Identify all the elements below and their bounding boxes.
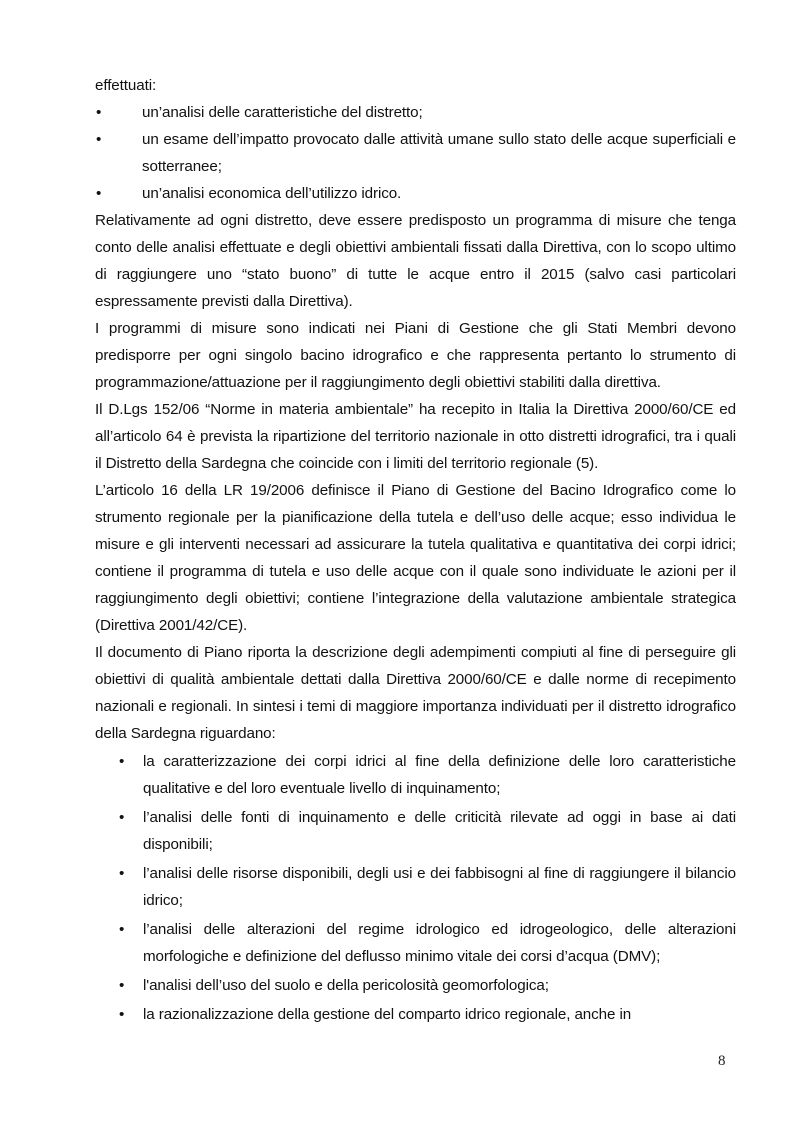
list-item-text: la razionalizzazione della gestione del comparto idrico regionale, anche in — [143, 1006, 632, 1023]
list-item-text: la caratterizzazione dei corpi idrici al fine della definizione delle loro caratteristiche qualitative e del loro eventuale livello di inquinamento; — [143, 753, 736, 797]
paragraph-dlgs-152: Il D.Lgs 152/06 “Norme in materia ambientale” ha recepito in Italia la Direttiva 2000/60/CE ed all’articolo 64 è prevista la ripartizione del territorio nazionale in otto distretti idrografici, tra i quali il Distretto della Sardegna che coincide con i limiti del territorio regionale (5). — [95, 401, 736, 472]
list-item — [95, 180, 736, 207]
paragraph-plan-document: Il documento di Piano riporta la descrizione degli adempimenti compiuti al fine di perseguire gli obiettivi di qualità ambientale dettati dalla Direttiva 2000/60/CE e dalle norme di recepimento nazionali e regionali. In sintesi i temi di maggiore importanza individuati per il distretto idrografico della Sardegna riguardano: — [95, 644, 736, 742]
list-item — [95, 916, 736, 970]
bullet-icon: • — [119, 977, 125, 994]
page-number: 8 — [718, 1053, 726, 1069]
list-item-text: l'analisi dell’uso del suolo e della pericolosità geomorfologica; — [143, 977, 549, 994]
paragraph-management-plans: I programmi di misure sono indicati nei Piani di Gestione che gli Stati Membri devono predisporre per ogni singolo bacino idrografico e che rappresenta pertanto lo strumento di programmazione/attuazione per il raggiungimento degli obiettivi stabiliti dalla direttiva. — [95, 320, 736, 391]
document-body — [95, 72, 736, 1030]
list-item-text: un’analisi economica dell’utilizzo idrico. — [142, 185, 402, 202]
list-item-text: l’analisi delle alterazioni del regime idrologico ed idrogeologico, delle alterazioni morfologiche e definizione del deflusso minimo vitale dei corsi d’acqua (DMV); — [143, 921, 736, 965]
list-item — [95, 860, 736, 914]
bullet-icon: • — [119, 865, 125, 882]
intro-line: effettuati: — [95, 77, 157, 94]
analysis-list — [95, 99, 736, 207]
bullet-icon: • — [96, 185, 102, 202]
bullet-icon: • — [96, 104, 102, 121]
bullet-icon: • — [119, 809, 125, 826]
list-item-text: l’analisi delle fonti di inquinamento e delle criticità rilevate ad oggi in base ai dati disponibili; — [143, 809, 736, 853]
list-item — [95, 126, 736, 180]
list-item — [95, 972, 736, 999]
paragraph-lr-19-2006: L’articolo 16 della LR 19/2006 definisce il Piano di Gestione del Bacino Idrografico come lo strumento regionale per la pianificazione della tutela e dell’uso delle acque; esso individua le misure e gli interventi necessari ad assicurare la tutela qualitativa e quantitativa dei corpi idrici; contiene il programma di tutela e uso delle acque con il quale sono individuate le azioni per il raggiungimento degli obiettivi; contiene l’integrazione della valutazione ambientale strategica (Direttiva 2001/42/CE). — [95, 482, 736, 634]
themes-list — [95, 748, 736, 1028]
list-item-text: un’analisi delle caratteristiche del distretto; — [142, 104, 423, 121]
list-item — [95, 804, 736, 858]
list-item-text: l’analisi delle risorse disponibili, degli usi e dei fabbisogni al fine di raggiungere il bilancio idrico; — [143, 865, 736, 909]
bullet-icon: • — [119, 1006, 125, 1023]
list-item — [95, 1001, 736, 1028]
bullet-icon: • — [119, 753, 125, 770]
bullet-icon: • — [96, 131, 102, 148]
list-item — [95, 99, 736, 126]
list-item-text: un esame dell’impatto provocato dalle attività umane sullo stato delle acque superficiali e sotterranee; — [142, 131, 736, 175]
list-item — [95, 748, 736, 802]
bullet-icon: • — [119, 921, 125, 938]
paragraph-measures-program: Relativamente ad ogni distretto, deve essere predisposto un programma di misure che tenga conto delle analisi effettuate e degli obiettivi ambientali fissati dalla Direttiva, con lo scopo ultimo di raggiungere uno “stato buono” di tutte le acque entro il 2015 (salvo casi particolari espressamente previsti dalla Direttiva). — [95, 212, 736, 310]
